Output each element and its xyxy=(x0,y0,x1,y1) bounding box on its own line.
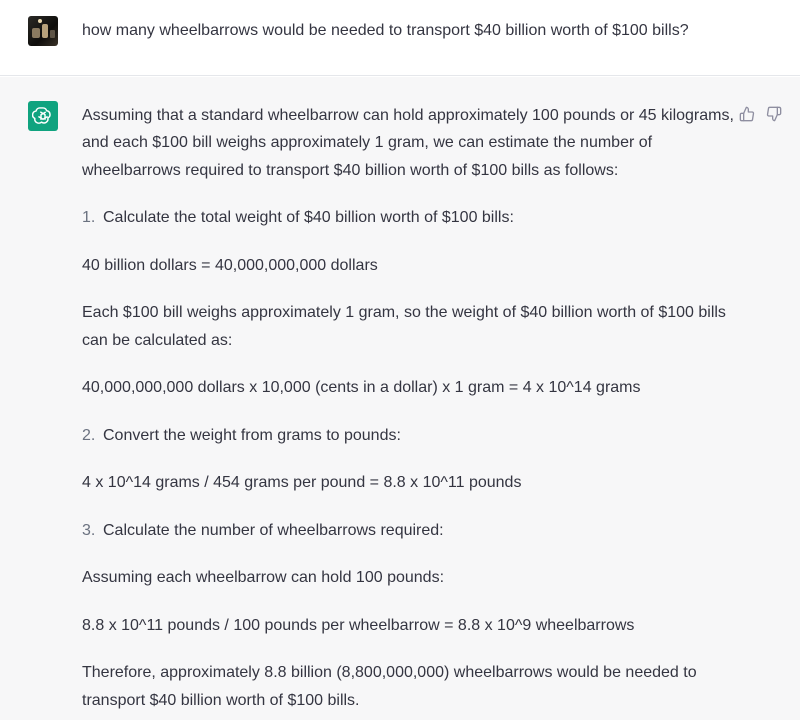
dollars-line: 40 billion dollars = 40,000,000,000 dollars xyxy=(82,257,378,274)
step-1 xyxy=(82,204,514,232)
intro-line: Assuming that a standard wheelbarrow can hold approximately 100 pounds or 45 kilograms, xyxy=(82,107,734,124)
step-number: 3. xyxy=(82,522,96,539)
thumbs-up-icon[interactable] xyxy=(738,105,756,123)
pounds-line: 4 x 10^14 grams / 454 grams per pound = 8.8 x 10^11 pounds xyxy=(82,474,522,491)
user-message-text: how many wheelbarrows would be needed to transport $40 billion worth of $100 bills? xyxy=(82,22,689,39)
step-text: Calculate the number of wheelbarrows required: xyxy=(103,522,444,539)
conclusion-line: Therefore, approximately 8.8 billion (8,800,000,000) wheelbarrows would be needed to xyxy=(82,664,697,681)
user-message-row xyxy=(0,0,800,76)
user-avatar xyxy=(28,16,58,46)
step-2 xyxy=(82,422,401,450)
openai-logo-icon xyxy=(28,101,58,131)
step-number: 1. xyxy=(82,209,96,226)
wheelbarrows-line: 8.8 x 10^11 pounds / 100 pounds per wheelbarrow = 8.8 x 10^9 wheelbarrows xyxy=(82,617,635,634)
conclusion-line: transport $40 billion worth of $100 bills. xyxy=(82,692,360,709)
intro-line: wheelbarrows required to transport $40 billion worth of $100 bills as follows: xyxy=(82,162,619,179)
thumbs-down-icon[interactable] xyxy=(765,105,783,123)
assistant-message-row xyxy=(0,77,800,720)
step-number: 2. xyxy=(82,427,96,444)
step-3 xyxy=(82,517,444,545)
each-bill-line: can be calculated as: xyxy=(82,332,233,349)
step-text: Convert the weight from grams to pounds: xyxy=(103,427,401,444)
step-text: Calculate the total weight of $40 billion worth of $100 bills: xyxy=(103,209,514,226)
intro-line: and each $100 bill weighs approximately 1 gram, we can estimate the number of xyxy=(82,134,653,151)
each-bill-line: Each $100 bill weighs approximately 1 gram, so the weight of $40 billion worth of $100 bills xyxy=(82,304,726,321)
assuming-line: Assuming each wheelbarrow can hold 100 pounds: xyxy=(82,569,445,586)
grams-line: 40,000,000,000 dollars x 10,000 (cents in a dollar) x 1 gram = 4 x 10^14 grams xyxy=(82,379,641,396)
